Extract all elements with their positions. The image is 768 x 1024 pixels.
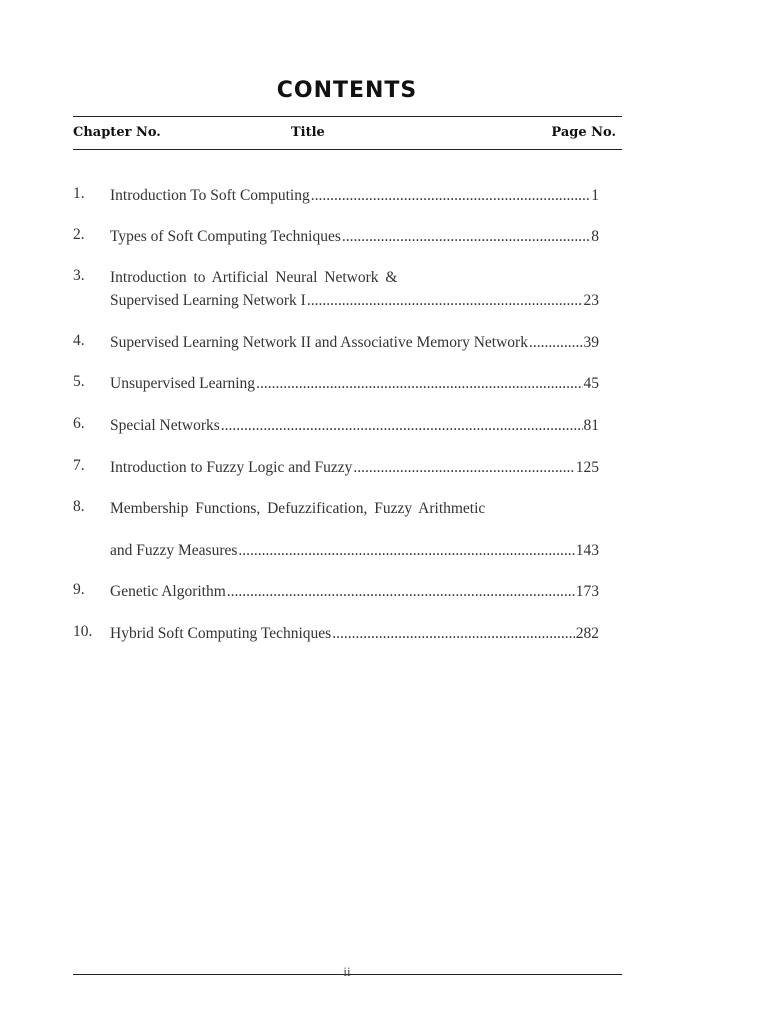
dot-leader [342,226,590,248]
chapter-title: Genetic Algorithm [110,583,226,600]
toc-entry[interactable] [73,373,599,395]
toc-entry[interactable] [73,581,599,603]
dot-leader [238,540,574,562]
chapter-number: 3. [73,267,85,284]
chapter-number: 6. [73,415,85,432]
chapter-title: Supervised Learning Network II and Associative Memory Network [110,334,528,351]
toc-entry[interactable] [73,457,599,479]
chapter-title-line [110,332,599,354]
dot-leader [227,581,575,603]
header-bottom-rule [73,149,622,150]
chapter-page: 1 [591,187,599,204]
chapter-title-line [110,581,599,603]
dot-leader [311,185,591,207]
chapter-page: 45 [583,375,599,392]
chapter-page: 8 [591,228,599,245]
chapter-title-continued: and Fuzzy Measures [110,542,238,559]
chapter-title-line [110,290,599,312]
chapter-page: 173 [575,583,599,600]
chapter-title: Special Networks [110,417,220,434]
chapter-number: 1. [73,185,85,202]
page-title: CONTENTS [276,78,418,103]
dot-leader [353,457,574,479]
chapter-number: 7. [73,457,85,474]
chapter-title: Introduction to Fuzzy Logic and Fuzzy [110,459,353,476]
chapter-title-line [110,623,599,645]
column-header-chapter: Chapter No. [73,125,161,140]
page-number: ii [343,964,351,979]
chapter-title-line [110,415,599,437]
chapter-title-line [110,540,599,562]
chapter-page: 81 [583,417,599,434]
chapter-page: 282 [575,625,599,642]
chapter-title: Unsupervised Learning [110,375,256,392]
toc-entry[interactable] [73,498,599,562]
column-header-title: Title [291,125,325,140]
toc-list [73,185,599,645]
chapter-title-line [110,226,599,248]
chapter-page: 23 [583,292,599,309]
chapter-number: 10. [73,623,93,640]
dot-leader [529,332,583,354]
toc-entry[interactable] [73,332,599,354]
chapter-title: Hybrid Soft Computing Techniques [110,625,332,642]
chapter-page: 125 [575,459,599,476]
toc-entry[interactable] [73,226,599,248]
dot-leader [256,373,582,395]
chapter-title-line [110,185,599,207]
chapter-page: 143 [575,542,599,559]
column-header-page: Page No. [551,125,616,140]
header-top-rule [73,116,622,117]
chapter-title: Introduction To Soft Computing [110,187,310,204]
toc-entry[interactable] [73,415,599,437]
chapter-number: 5. [73,373,85,390]
chapter-number: 9. [73,581,85,598]
chapter-title: Types of Soft Computing Techniques [110,228,341,245]
toc-entry[interactable] [73,623,599,645]
chapter-title: Membership Functions, Defuzzification, Fuzzy Arithmetic [110,500,486,517]
chapter-number: 2. [73,226,85,243]
dot-leader [221,415,583,437]
toc-entry[interactable] [73,267,599,312]
chapter-number: 8. [73,498,85,515]
chapter-title-line [110,373,599,395]
chapter-title-line [110,457,599,479]
chapter-title-continued: Supervised Learning Network I [110,292,306,309]
chapter-number: 4. [73,332,85,349]
dot-leader [307,290,583,312]
dot-leader [332,623,575,645]
chapter-page: 39 [583,334,599,351]
chapter-title: Introduction to Artificial Neural Network & [110,269,398,286]
toc-entry[interactable] [73,185,599,207]
